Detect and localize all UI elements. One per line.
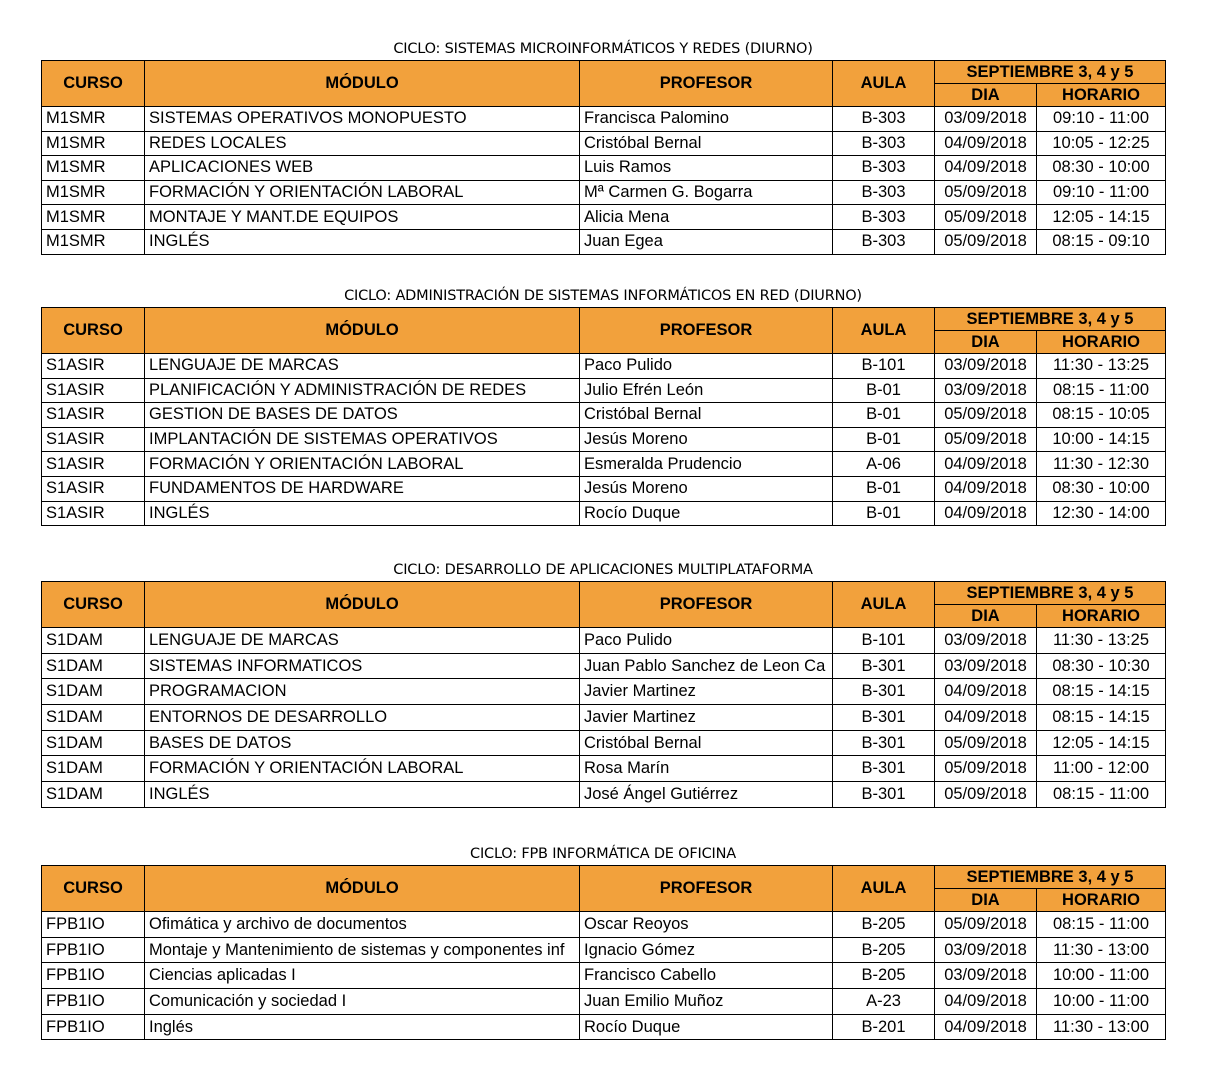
cell-aula: B-01 (833, 403, 935, 428)
cell-dia: 05/09/2018 (935, 180, 1037, 205)
table-row (42, 730, 1166, 756)
cell-modulo: BASES DE DATOS (145, 730, 580, 756)
cell-horario: 12:30 - 14:00 (1037, 501, 1166, 526)
cell-dia: 03/09/2018 (935, 354, 1037, 379)
table-row (42, 378, 1166, 403)
section-title: CICLO: ADMINISTRACIÓN DE SISTEMAS INFORMÁTICOS EN RED (DIURNO) (344, 288, 862, 304)
header-period: SEPTIEMBRE 3, 4 y 5 (935, 308, 1166, 331)
cell-curso: S1ASIR (42, 427, 145, 452)
cell-modulo: IMPLANTACIÓN DE SISTEMAS OPERATIVOS (145, 427, 580, 452)
cell-profesor: Oscar Reoyos (580, 912, 833, 938)
cell-curso: M1SMR (42, 107, 145, 132)
cell-curso: S1ASIR (42, 501, 145, 526)
cell-aula: B-01 (833, 427, 935, 452)
table-row (42, 452, 1166, 477)
cell-horario: 12:05 - 14:15 (1037, 730, 1166, 756)
cell-aula: A-23 (833, 989, 935, 1015)
table-row (42, 756, 1166, 782)
cell-modulo: Montaje y Mantenimiento de sistemas y componentes inf (145, 937, 580, 963)
cell-dia: 04/09/2018 (935, 989, 1037, 1015)
cell-profesor: Ignacio Gómez (580, 937, 833, 963)
cell-curso: S1DAM (42, 730, 145, 756)
table-row (42, 156, 1166, 181)
cell-profesor: Mª Carmen G. Bogarra (580, 180, 833, 205)
header-aula: AULA (833, 308, 935, 354)
cell-modulo: INGLÉS (145, 501, 580, 526)
cell-curso: S1DAM (42, 653, 145, 679)
cell-profesor: Jesús Moreno (580, 427, 833, 452)
cell-horario: 08:30 - 10:00 (1037, 476, 1166, 501)
cell-modulo: FORMACIÓN Y ORIENTACIÓN LABORAL (145, 756, 580, 782)
table-row (42, 501, 1166, 526)
cell-profesor: Javier Martinez (580, 679, 833, 705)
cell-horario: 08:15 - 11:00 (1037, 782, 1166, 808)
cell-curso: M1SMR (42, 131, 145, 156)
cell-dia: 04/09/2018 (935, 1014, 1037, 1040)
cell-horario: 10:00 - 14:15 (1037, 427, 1166, 452)
cell-dia: 04/09/2018 (935, 476, 1037, 501)
cell-aula: B-301 (833, 679, 935, 705)
table-row (42, 403, 1166, 428)
cell-profesor: Juan Pablo Sanchez de Leon Ca (580, 653, 833, 679)
cell-dia: 05/09/2018 (935, 427, 1037, 452)
cell-dia: 05/09/2018 (935, 912, 1037, 938)
cell-profesor: Paco Pulido (580, 354, 833, 379)
header-curso: CURSO (42, 61, 145, 107)
cell-dia: 05/09/2018 (935, 756, 1037, 782)
header-horario: HORARIO (1037, 605, 1166, 628)
cell-dia: 05/09/2018 (935, 782, 1037, 808)
cell-profesor: Esmeralda Prudencio (580, 452, 833, 477)
header-period: SEPTIEMBRE 3, 4 y 5 (935, 582, 1166, 605)
header-dia: DIA (935, 331, 1037, 354)
cell-curso: FPB1IO (42, 912, 145, 938)
header-modulo: MÓDULO (145, 308, 580, 354)
header-curso: CURSO (42, 866, 145, 912)
cell-horario: 10:00 - 11:00 (1037, 963, 1166, 989)
cell-profesor: Jesús Moreno (580, 476, 833, 501)
cell-modulo: FORMACIÓN Y ORIENTACIÓN LABORAL (145, 180, 580, 205)
cell-profesor: Rocío Duque (580, 501, 833, 526)
table-row (42, 107, 1166, 132)
table-row (42, 205, 1166, 230)
cell-dia: 03/09/2018 (935, 628, 1037, 654)
schedule-section (41, 38, 1165, 255)
cell-curso: S1ASIR (42, 378, 145, 403)
cell-profesor: Francisca Palomino (580, 107, 833, 132)
table-row (42, 912, 1166, 938)
cell-aula: B-201 (833, 1014, 935, 1040)
cell-aula: B-01 (833, 476, 935, 501)
cell-modulo: REDES LOCALES (145, 131, 580, 156)
cell-horario: 08:15 - 14:15 (1037, 705, 1166, 731)
schedule-section (41, 843, 1165, 1040)
cell-curso: S1ASIR (42, 476, 145, 501)
schedule-table (41, 865, 1166, 1040)
header-horario: HORARIO (1037, 331, 1166, 354)
table-row (42, 427, 1166, 452)
cell-profesor: Javier Martinez (580, 705, 833, 731)
cell-dia: 04/09/2018 (935, 156, 1037, 181)
cell-profesor: Cristóbal Bernal (580, 730, 833, 756)
header-modulo: MÓDULO (145, 582, 580, 628)
cell-modulo: FUNDAMENTOS DE HARDWARE (145, 476, 580, 501)
cell-dia: 05/09/2018 (935, 205, 1037, 230)
cell-profesor: Francisco Cabello (580, 963, 833, 989)
cell-horario: 08:15 - 14:15 (1037, 679, 1166, 705)
cell-horario: 10:00 - 11:00 (1037, 989, 1166, 1015)
cell-modulo: FORMACIÓN Y ORIENTACIÓN LABORAL (145, 452, 580, 477)
header-curso: CURSO (42, 582, 145, 628)
header-dia: DIA (935, 605, 1037, 628)
cell-curso: M1SMR (42, 156, 145, 181)
cell-horario: 11:30 - 13:00 (1037, 937, 1166, 963)
table-row (42, 705, 1166, 731)
header-horario: HORARIO (1037, 889, 1166, 912)
cell-profesor: Luis Ramos (580, 156, 833, 181)
cell-curso: S1DAM (42, 756, 145, 782)
cell-modulo: LENGUAJE DE MARCAS (145, 628, 580, 654)
cell-dia: 03/09/2018 (935, 107, 1037, 132)
cell-horario: 11:30 - 13:00 (1037, 1014, 1166, 1040)
cell-curso: FPB1IO (42, 989, 145, 1015)
cell-aula: B-301 (833, 756, 935, 782)
cell-profesor: Paco Pulido (580, 628, 833, 654)
cell-aula: B-303 (833, 180, 935, 205)
table-row (42, 989, 1166, 1015)
cell-horario: 12:05 - 14:15 (1037, 205, 1166, 230)
cell-horario: 08:30 - 10:30 (1037, 653, 1166, 679)
cell-profesor: Rosa Marín (580, 756, 833, 782)
cell-horario: 11:30 - 12:30 (1037, 452, 1166, 477)
cell-aula: B-303 (833, 107, 935, 132)
cell-horario: 08:15 - 11:00 (1037, 378, 1166, 403)
cell-aula: B-205 (833, 963, 935, 989)
table-row (42, 628, 1166, 654)
table-row (42, 963, 1166, 989)
cell-profesor: Rocío Duque (580, 1014, 833, 1040)
cell-curso: FPB1IO (42, 963, 145, 989)
cell-horario: 10:05 - 12:25 (1037, 131, 1166, 156)
table-row (42, 782, 1166, 808)
schedule-section (41, 285, 1165, 526)
cell-aula: B-301 (833, 653, 935, 679)
cell-horario: 08:15 - 11:00 (1037, 912, 1166, 938)
cell-dia: 04/09/2018 (935, 501, 1037, 526)
cell-profesor: Julio Efrén León (580, 378, 833, 403)
header-dia: DIA (935, 84, 1037, 107)
schedule-section (41, 559, 1165, 808)
cell-modulo: ENTORNOS DE DESARROLLO (145, 705, 580, 731)
cell-aula: B-101 (833, 354, 935, 379)
table-row (42, 679, 1166, 705)
cell-aula: B-301 (833, 705, 935, 731)
cell-horario: 09:10 - 11:00 (1037, 107, 1166, 132)
schedule-table (41, 581, 1166, 808)
cell-curso: M1SMR (42, 180, 145, 205)
cell-modulo: PROGRAMACION (145, 679, 580, 705)
cell-horario: 09:10 - 11:00 (1037, 180, 1166, 205)
table-row (42, 229, 1166, 254)
cell-dia: 03/09/2018 (935, 653, 1037, 679)
cell-curso: S1DAM (42, 705, 145, 731)
schedule-table (41, 307, 1166, 526)
section-title: CICLO: FPB INFORMÁTICA DE OFICINA (470, 846, 736, 862)
header-modulo: MÓDULO (145, 866, 580, 912)
cell-modulo: SISTEMAS INFORMATICOS (145, 653, 580, 679)
cell-profesor: Juan Emilio Muñoz (580, 989, 833, 1015)
cell-aula: B-303 (833, 156, 935, 181)
cell-profesor: Cristóbal Bernal (580, 131, 833, 156)
schedule-table (41, 60, 1166, 255)
cell-modulo: APLICACIONES WEB (145, 156, 580, 181)
cell-horario: 11:30 - 13:25 (1037, 354, 1166, 379)
cell-dia: 04/09/2018 (935, 705, 1037, 731)
header-period: SEPTIEMBRE 3, 4 y 5 (935, 61, 1166, 84)
cell-horario: 11:30 - 13:25 (1037, 628, 1166, 654)
cell-dia: 05/09/2018 (935, 730, 1037, 756)
cell-aula: B-205 (833, 912, 935, 938)
cell-horario: 08:30 - 10:00 (1037, 156, 1166, 181)
cell-aula: B-303 (833, 131, 935, 156)
table-row (42, 180, 1166, 205)
cell-aula: B-301 (833, 730, 935, 756)
cell-modulo: INGLÉS (145, 782, 580, 808)
cell-aula: A-06 (833, 452, 935, 477)
cell-horario: 11:00 - 12:00 (1037, 756, 1166, 782)
header-profesor: PROFESOR (580, 866, 833, 912)
table-row (42, 354, 1166, 379)
cell-aula: B-301 (833, 782, 935, 808)
cell-curso: M1SMR (42, 229, 145, 254)
header-profesor: PROFESOR (580, 582, 833, 628)
cell-curso: FPB1IO (42, 1014, 145, 1040)
cell-curso: S1ASIR (42, 452, 145, 477)
header-period: SEPTIEMBRE 3, 4 y 5 (935, 866, 1166, 889)
table-row (42, 476, 1166, 501)
cell-horario: 08:15 - 09:10 (1037, 229, 1166, 254)
table-row (42, 1014, 1166, 1040)
cell-curso: S1ASIR (42, 354, 145, 379)
header-modulo: MÓDULO (145, 61, 580, 107)
cell-curso: S1ASIR (42, 403, 145, 428)
cell-dia: 03/09/2018 (935, 378, 1037, 403)
cell-modulo: INGLÉS (145, 229, 580, 254)
cell-modulo: GESTION DE BASES DE DATOS (145, 403, 580, 428)
cell-profesor: José Ángel Gutiérrez (580, 782, 833, 808)
cell-profesor: Cristóbal Bernal (580, 403, 833, 428)
cell-curso: S1DAM (42, 628, 145, 654)
cell-dia: 04/09/2018 (935, 452, 1037, 477)
header-horario: HORARIO (1037, 84, 1166, 107)
cell-modulo: SISTEMAS OPERATIVOS MONOPUESTO (145, 107, 580, 132)
cell-dia: 03/09/2018 (935, 937, 1037, 963)
cell-aula: B-205 (833, 937, 935, 963)
table-row (42, 937, 1166, 963)
cell-dia: 05/09/2018 (935, 403, 1037, 428)
header-profesor: PROFESOR (580, 308, 833, 354)
header-dia: DIA (935, 889, 1037, 912)
cell-profesor: Juan Egea (580, 229, 833, 254)
cell-dia: 04/09/2018 (935, 679, 1037, 705)
cell-curso: S1DAM (42, 679, 145, 705)
table-row (42, 653, 1166, 679)
cell-curso: M1SMR (42, 205, 145, 230)
cell-aula: B-303 (833, 229, 935, 254)
section-title: CICLO: SISTEMAS MICROINFORMÁTICOS Y REDES (DIURNO) (393, 41, 813, 57)
cell-profesor: Alicia Mena (580, 205, 833, 230)
cell-modulo: MONTAJE Y MANT.DE EQUIPOS (145, 205, 580, 230)
cell-horario: 08:15 - 10:05 (1037, 403, 1166, 428)
header-profesor: PROFESOR (580, 61, 833, 107)
cell-aula: B-01 (833, 501, 935, 526)
cell-modulo: LENGUAJE DE MARCAS (145, 354, 580, 379)
cell-dia: 03/09/2018 (935, 963, 1037, 989)
cell-modulo: Ofimática y archivo de documentos (145, 912, 580, 938)
header-aula: AULA (833, 866, 935, 912)
cell-dia: 05/09/2018 (935, 229, 1037, 254)
section-title: CICLO: DESARROLLO DE APLICACIONES MULTIPLATAFORMA (393, 562, 813, 578)
cell-modulo: PLANIFICACIÓN Y ADMINISTRACIÓN DE REDES (145, 378, 580, 403)
cell-modulo: Ciencias aplicadas I (145, 963, 580, 989)
cell-curso: FPB1IO (42, 937, 145, 963)
cell-modulo: Inglés (145, 1014, 580, 1040)
cell-aula: B-101 (833, 628, 935, 654)
header-aula: AULA (833, 61, 935, 107)
table-row (42, 131, 1166, 156)
cell-curso: S1DAM (42, 782, 145, 808)
header-curso: CURSO (42, 308, 145, 354)
cell-aula: B-01 (833, 378, 935, 403)
cell-dia: 04/09/2018 (935, 131, 1037, 156)
cell-aula: B-303 (833, 205, 935, 230)
cell-modulo: Comunicación y sociedad I (145, 989, 580, 1015)
header-aula: AULA (833, 582, 935, 628)
